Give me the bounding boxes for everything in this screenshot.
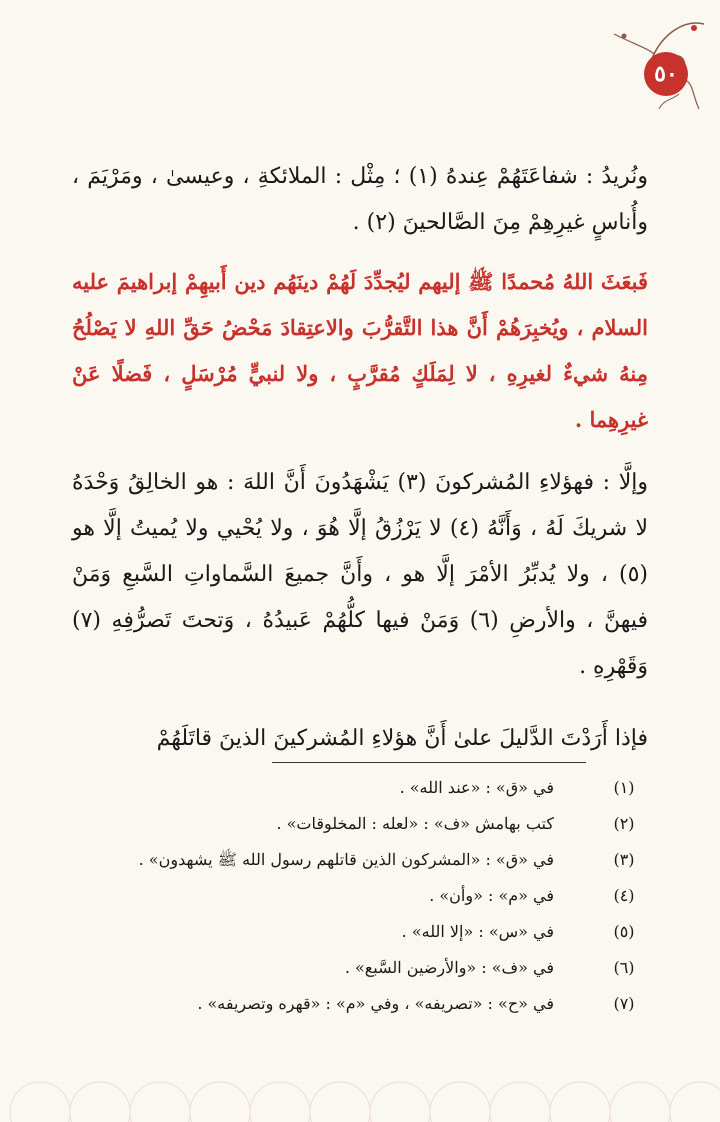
footnote-divider: [272, 762, 586, 763]
footnote-item: [72, 992, 644, 1016]
footnote-number: (٥): [613, 922, 635, 941]
paragraph-2-highlight: فَبعَثَ اللهُ مُحمدًا ﷺ إليهم ليُجدِّدَ لَهُمْ دينَهُم دين أَبيهِمْ إبراهيمَ عليه السلام ، ويُخبِرَهُمْ أَنَّ هذا التَّقرُّبَ والاعتِقادَ مَحْضُ حَقِّ اللهِ لا يَصْلُحُ مِنهُ شيءٌ لغيرِهِ ، لا لِمَلَكٍ مُقرَّبٍ ، ولا لنبيٍّ مُرْسَلٍ ، فَضلًا عَنْ غيرِهِما .: [72, 269, 648, 432]
footnote-number: (٣): [613, 850, 635, 869]
footnote-item: [72, 812, 644, 836]
footnote-text: في «ف» : «والأرضين السَّبع» .: [344, 958, 554, 977]
footnote-number: (١): [613, 778, 635, 797]
footnote-text: في «س» : «إلا الله» .: [401, 922, 554, 941]
paragraph-3: وإلَّا : فهؤلاءِ المُشركونَ (٣) يَشْهَدُونَ أَنَّ اللهَ : هو الخالِقُ وَحْدَهُ لا شريكَ لَهُ ، وَأَنَّهُ (٤) لا يَرْزُقُ إلَّا هُوَ ، ولا يُحْيي ولا يُميتُ إلَّا هو (٥) ، ولا يُدبِّرُ الأمْرَ إلَّا هو ، وأَنَّ جميعَ السَّماواتِ السَّبعِ وَمَنْ فيهنَّ ، والأرضِ (٦) وَمَنْ فيها كلُّهُمْ عَبيدُهُ ، وَتحتَ تَصرُّفِهِ (٧) وَقَهْرِهِ .: [72, 470, 648, 679]
arabesque-pattern-icon: [0, 1032, 720, 1122]
footnote-text: في «ق» : «عند الله» .: [399, 778, 554, 797]
footnote-item: [72, 776, 644, 800]
footnote-text: كتب بهامش «ف» : «لعله : المخلوقات» .: [276, 814, 554, 833]
footnote-text: في «ح» : «تصريفه» ، وفي «م» : «قهره وتصريفه» .: [197, 994, 554, 1013]
footnotes-list: [72, 776, 644, 1028]
footnote-item: [72, 848, 644, 872]
footnote-number: (٦): [613, 958, 635, 977]
footnote-item: [72, 920, 644, 944]
page-number: ٥٠: [644, 52, 688, 96]
footnote-number: (٢): [613, 814, 635, 833]
footnote-text: في «م» : «وأن» .: [429, 886, 554, 905]
paragraph-4: فإذا أَرَدْتَ الدَّليلَ علىٰ أَنَّ هؤلاءِ المُشركينَ الذينَ قاتَلَهُمْ: [156, 726, 648, 751]
footnote-number: (٧): [613, 994, 635, 1013]
footnote-item: [72, 884, 644, 908]
footnote-item: [72, 956, 644, 980]
footnote-text: في «ق» : «المشركون الذين قاتلهم رسول الله ﷺ يشهدون» .: [138, 850, 554, 869]
footnote-number: (٤): [613, 886, 635, 905]
paragraph-1: ونُريدُ : شفاعَتَهُمْ عِندهُ (١) ؛ مِثْل : الملائكةِ ، وعيسىٰ ، ومَرْيَمَ ، وأُناسٍ غيرِهِمْ مِنَ الصَّالحينَ (٢) .: [72, 164, 648, 235]
